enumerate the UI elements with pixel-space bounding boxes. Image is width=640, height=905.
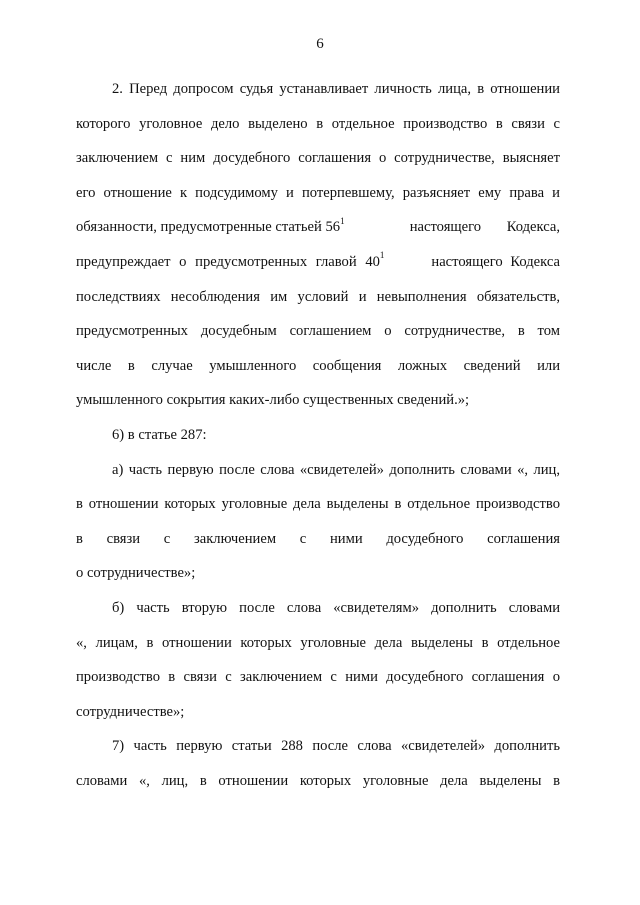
superscript: 1 [340,215,345,226]
text-line: умышленного сокрытия каких-либо существенных сведений.»; [76,392,470,409]
line-tail: настоящего Кодекса, [409,219,560,236]
text-line: в отношении которых уголовные дела выделены в отдельное производство [76,496,560,513]
text-line: о сотрудничестве»; [76,565,196,582]
line-tail: настоящего Кодекса [431,253,560,270]
paragraph-interrogation [76,72,560,418]
text-line: 7) часть первую статьи 288 после слова «свидетелей» дополнить [112,738,560,755]
text-line: «, лицам, в отношении которых уголовные дела выделены в отдельное [76,634,560,651]
paragraph-part-b [76,591,560,729]
text-line: числе в случае умышленного сообщения ложных сведений или [76,357,560,374]
text-line: в связи с заключением с ними досудебного соглашения [76,530,560,547]
line-head [76,210,345,245]
paragraph-article-288 [76,729,560,798]
line-text: обязанности, предусмотренные статьей 56 [76,219,341,236]
text-line: предусмотренных досудебным соглашением о сотрудничестве, в том [76,323,560,340]
text-line: заключением с ним досудебного соглашения о сотрудничестве, выясняет [76,150,560,167]
text-line-with-superscript [76,210,560,245]
text-line: производство в связи с заключением с ними досудебного соглашения о [76,669,560,686]
text-line: 6) в статье 287: [112,426,207,443]
text-line: словами «, лиц, в отношении которых уголовные дела выделены в [76,772,560,789]
text-line: б) часть вторую после слова «свидетелям» дополнить словами [112,599,560,616]
text-line: 2. Перед допросом судья устанавливает личность лица, в отношении [112,81,560,97]
superscript: 1 [379,250,385,261]
line-head [76,245,384,280]
page-number: 6 [316,36,324,52]
paragraph-part-a [76,453,560,591]
text-line: которого уголовное дело выделено в отдельное производство в связи с [76,115,560,132]
text-line: сотрудничестве»; [76,703,185,720]
text-line: а) часть первую после слова «свидетелей» дополнить словами «, лиц, [112,461,560,478]
paragraph-article-287 [76,418,560,453]
document-body [76,72,560,798]
line-text: предупреждает о предусмотренных главой 40 [76,253,380,270]
text-line: последствиях несоблюдения им условий и невыполнения обязательств, [76,288,560,305]
text-line: его отношение к подсудимому и потерпевшему, разъясняет ему права и [76,184,560,201]
text-line-with-superscript [76,245,560,280]
